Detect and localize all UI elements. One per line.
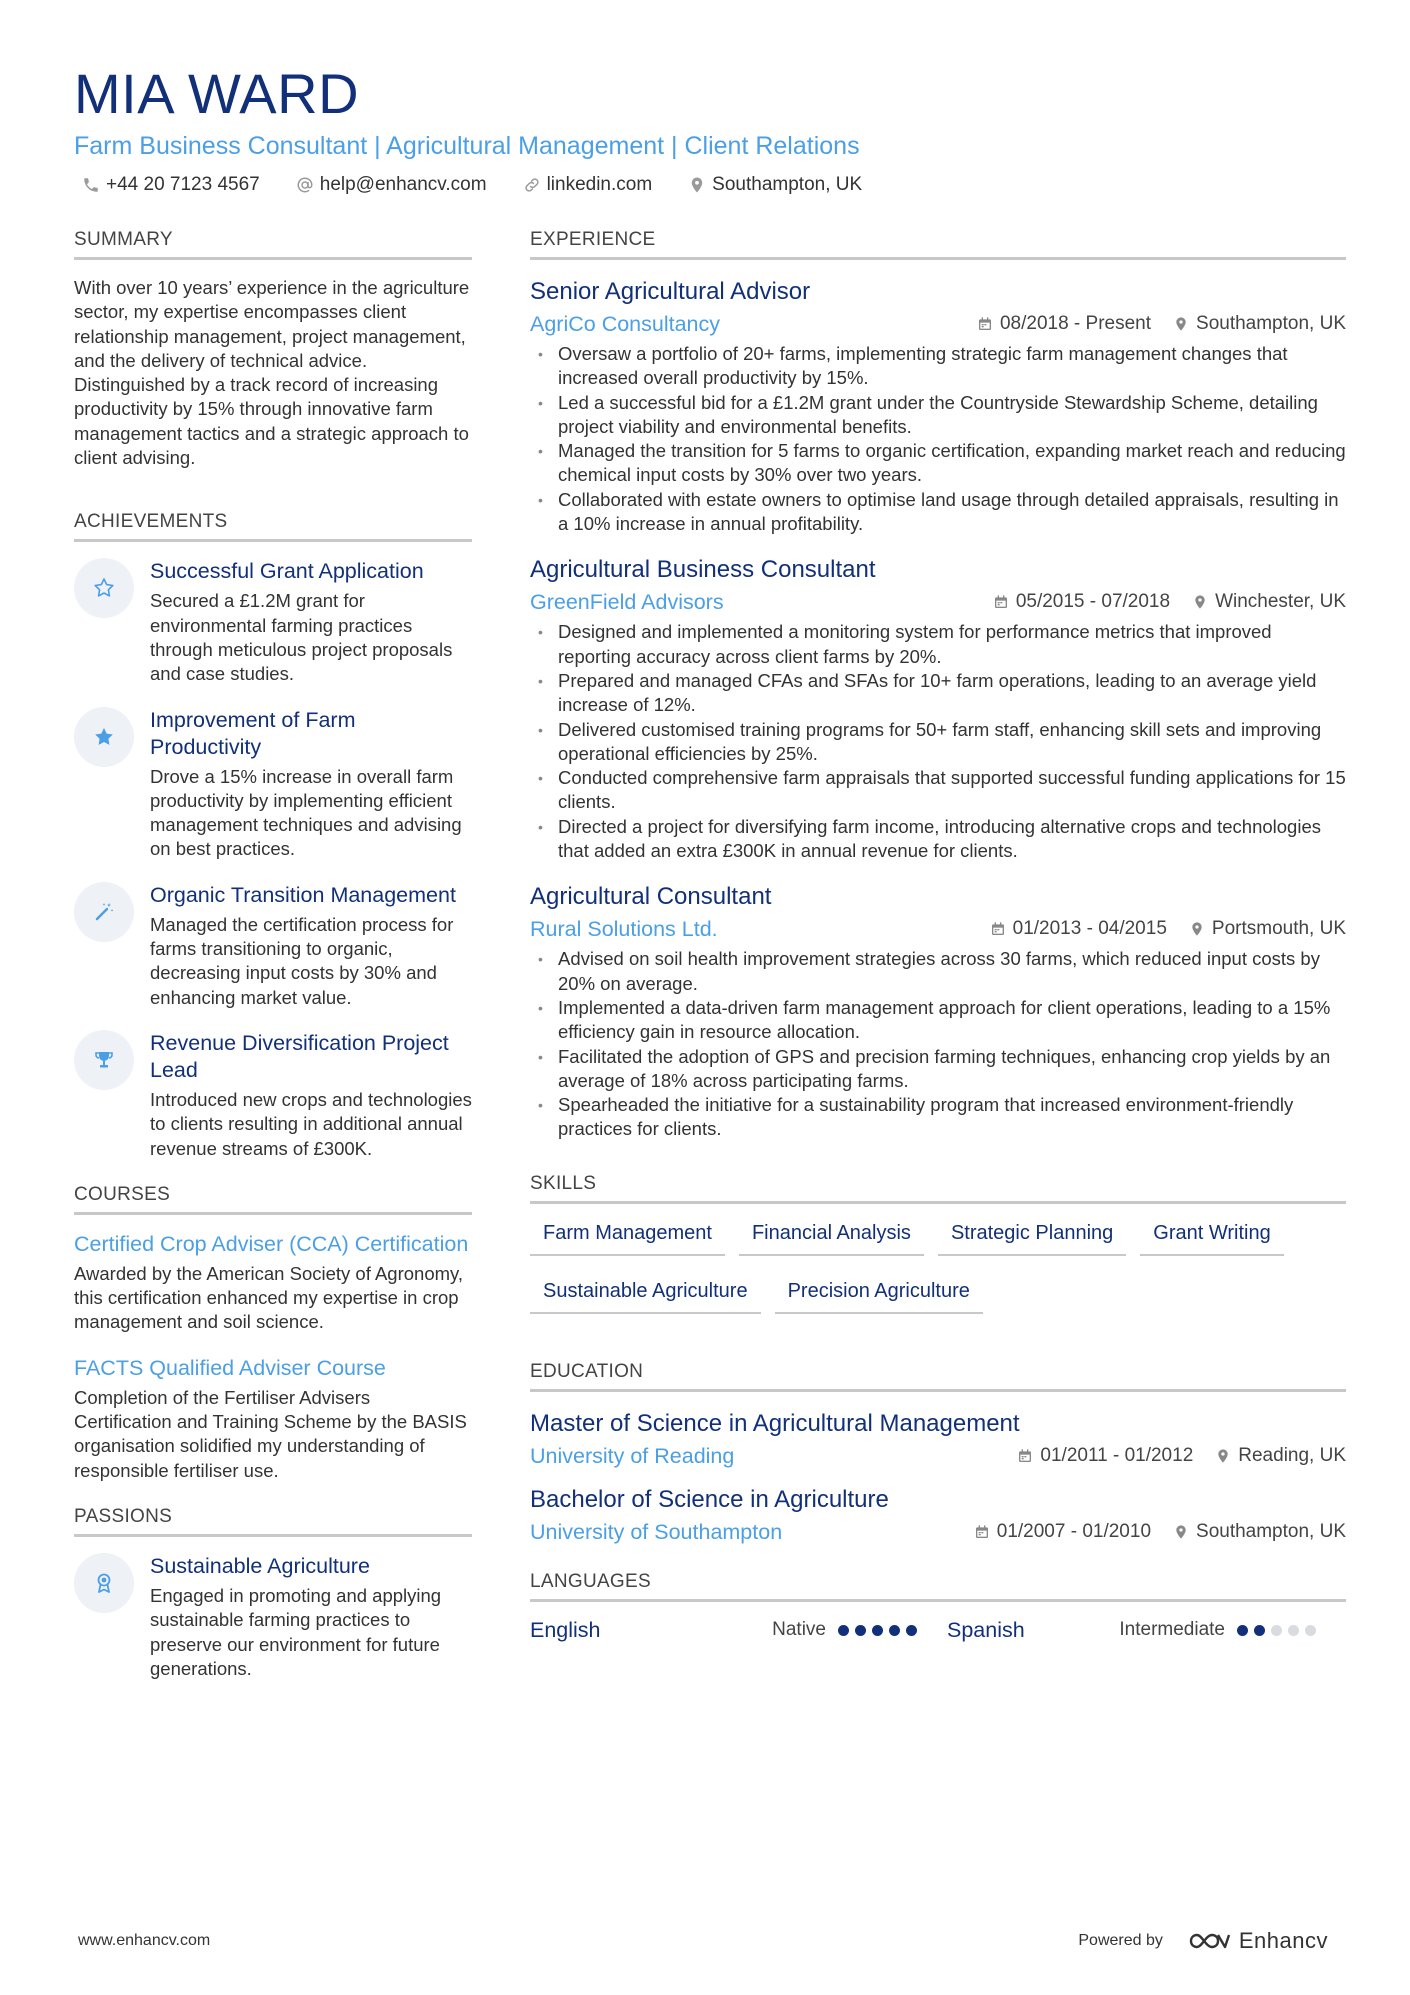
bullet-item: • Delivered customised training programs for 50+ farm staff, enhancing skill sets and improving operational efficiencies by 25%.	[530, 718, 1346, 767]
bullet-item: • Advised on soil health improvement strategies across 30 farms, which reduced input costs by 20% on average.	[530, 947, 1346, 996]
at-icon	[296, 176, 314, 194]
calendar-icon	[977, 316, 993, 332]
calendar-icon	[1017, 1448, 1033, 1464]
section-title-summary: SUMMARY	[74, 228, 472, 260]
star-outline-icon	[74, 558, 134, 618]
trophy-icon	[74, 1030, 134, 1090]
rating-dot-filled	[838, 1625, 849, 1636]
passions-section	[74, 1505, 472, 1681]
language-rating	[1237, 1625, 1322, 1636]
section-title-skills: SKILLS	[530, 1172, 1346, 1204]
education-entry	[530, 1484, 1346, 1546]
job-entry	[530, 554, 1346, 863]
calendar-icon	[993, 594, 1009, 610]
phone-text: +44 20 7123 4567	[106, 174, 260, 195]
bullet-item: • Collaborated with estate owners to optimise land usage through detailed appraisals, resulting in a 10% increase in annual profitability.	[530, 488, 1346, 537]
contact-linkedin[interactable]	[515, 174, 653, 196]
education-dates: 01/2007 - 01/2010	[996, 1520, 1152, 1542]
achievement-item	[74, 558, 472, 686]
passion-title: Sustainable Agriculture	[150, 1553, 370, 1578]
location-pin-icon	[1173, 1524, 1189, 1540]
skills-section	[530, 1172, 1346, 1336]
rating-dot-empty	[1305, 1625, 1316, 1636]
contact-bar	[74, 174, 1344, 196]
skill-tag: Strategic Planning	[938, 1220, 1126, 1256]
job-bullets	[530, 342, 1346, 536]
bullet-item: • Spearheaded the initiative for a sustainability program that increased environment-friendly practices for clients.	[530, 1093, 1346, 1142]
achievement-text: Drove a 15% increase in overall farm productivity by implementing efficient management techniques and advising on best practices.	[150, 765, 462, 860]
language-name: English	[530, 1617, 601, 1642]
bullet-item: • Directed a project for diversifying farm income, introducing alternative crops and technologies that added an extra £300K in annual revenue for clients.	[530, 815, 1346, 864]
section-title-experience: EXPERIENCE	[530, 228, 1346, 260]
achievement-item	[74, 1030, 472, 1161]
job-entry	[530, 881, 1346, 1141]
course-text: Awarded by the American Society of Agronomy, this certification enhanced my expertise in crop management and soil science.	[74, 1262, 464, 1333]
job-title: Agricultural Business Consultant	[530, 556, 876, 584]
brand-name: Enhancv	[1238, 1928, 1328, 1953]
magic-wand-icon	[74, 882, 134, 942]
summary-section	[74, 228, 472, 470]
section-title-achievements: ACHIEVEMENTS	[74, 510, 472, 542]
skill-tag: Farm Management	[530, 1220, 725, 1256]
language-level: Native	[772, 1619, 826, 1641]
bullet-item: • Facilitated the adoption of GPS and precision farming techniques, enhancing crop yields by an average of 18% across participating farms.	[530, 1045, 1346, 1094]
job-location: Portsmouth, UK	[1211, 918, 1346, 940]
bullet-item: • Managed the transition for 5 farms to organic certification, expanding market reach and reducing chemical input costs by 30% over two years.	[530, 439, 1346, 488]
footer-website[interactable]: www.enhancv.com	[78, 1932, 211, 1949]
section-title-languages: LANGUAGES	[530, 1570, 1346, 1602]
bullet-item: • Conducted comprehensive farm appraisals that supported successful funding applications for 15 clients.	[530, 766, 1346, 815]
language-item	[530, 1618, 929, 1643]
languages-section	[530, 1570, 1346, 1643]
section-title-courses: COURSES	[74, 1183, 472, 1215]
job-dates: 05/2015 - 07/2018	[1015, 591, 1171, 613]
location-pin-icon	[1173, 316, 1189, 332]
experience-section	[530, 228, 1346, 1142]
bullet-item: • Led a successful bid for a £1.2M grant under the Countryside Stewardship Scheme, detailing project viability and environmental benefits.	[530, 391, 1346, 440]
education-dates: 01/2011 - 01/2012	[1040, 1444, 1194, 1466]
header	[74, 62, 1344, 196]
skill-tag: Grant Writing	[1140, 1220, 1283, 1256]
course-item	[74, 1355, 472, 1483]
achievement-item	[74, 707, 472, 862]
achievement-item	[74, 882, 472, 1010]
contact-location	[680, 174, 862, 196]
phone-icon	[82, 176, 100, 194]
rating-dot-empty	[1271, 1625, 1282, 1636]
rating-dot-filled	[855, 1625, 866, 1636]
right-column	[530, 228, 1346, 1643]
courses-section	[74, 1183, 472, 1483]
achievement-text: Managed the certification process for farms transitioning to organic, decreasing input costs by 30% and enhancing market value.	[150, 913, 454, 1008]
school-name: University of Reading	[530, 1443, 735, 1468]
rating-dot-filled	[906, 1625, 917, 1636]
link-icon	[523, 176, 541, 194]
rating-dot-empty	[1288, 1625, 1299, 1636]
summary-text: With over 10 years’ experience in the agriculture sector, my expertise encompasses client relationship management, project management, and the delivery of technical advice. Distinguished by a track record of increasing productivity by 15% through innovative farm management tactics and a strategic approach to client advising.	[74, 277, 470, 469]
section-title-passions: PASSIONS	[74, 1505, 472, 1537]
skill-tag: Sustainable Agriculture	[530, 1278, 761, 1314]
education-section	[530, 1360, 1346, 1546]
achievement-text: Secured a £1.2M grant for environmental farming practices through meticulous project proposals and case studies.	[150, 590, 453, 685]
education-location: Southampton, UK	[1196, 1520, 1346, 1542]
achievement-title: Improvement of Farm Productivity	[150, 707, 356, 759]
degree-title: Bachelor of Science in Agriculture	[530, 1485, 889, 1513]
bullet-item: • Designed and implemented a monitoring system for performance metrics that improved reporting accuracy across client farms by 20%.	[530, 620, 1346, 669]
rating-dot-filled	[872, 1625, 883, 1636]
achievement-text: Introduced new crops and technologies to clients resulting in additional annual revenue streams of £300K.	[150, 1088, 472, 1159]
award-icon	[74, 1553, 134, 1613]
company-name: Rural Solutions Ltd.	[530, 917, 718, 942]
bullet-item: • Prepared and managed CFAs and SFAs for 10+ farm operations, leading to an average yield increase of 12%.	[530, 669, 1346, 718]
job-bullets	[530, 620, 1346, 863]
company-name: GreenField Advisors	[530, 590, 724, 615]
job-dates: 08/2018 - Present	[999, 313, 1152, 334]
contact-phone[interactable]	[74, 174, 260, 196]
skill-tag: Financial Analysis	[739, 1220, 924, 1256]
school-name: University of Southampton	[530, 1519, 783, 1544]
contact-email[interactable]	[288, 174, 487, 196]
rating-dot-filled	[1254, 1625, 1265, 1636]
powered-by	[1078, 1928, 1328, 1954]
job-dates: 01/2013 - 04/2015	[1012, 918, 1167, 940]
company-name: AgriCo Consultancy	[530, 312, 721, 336]
rating-dot-filled	[889, 1625, 900, 1636]
footer	[78, 1928, 1328, 1954]
job-title: Senior Agricultural Advisor	[530, 278, 811, 305]
course-text: Completion of the Fertiliser Advisers Certification and Training Scheme by the BASIS organisation solidified my understanding of responsible fertiliser use.	[74, 1386, 467, 1481]
course-title: Certified Crop Adviser (CCA) Certification	[74, 1231, 469, 1256]
bullet-item: • Implemented a data-driven farm management approach for client operations, leading to a 15% efficiency gain in resource allocation.	[530, 996, 1346, 1045]
language-level: Intermediate	[1119, 1619, 1225, 1641]
bullet-item: • Oversaw a portfolio of 20+ farms, implementing strategic farm management changes that increased overall productivity by 15%.	[530, 342, 1346, 391]
enhancv-logo-icon	[1185, 1929, 1231, 1953]
job-bullets	[530, 947, 1346, 1141]
skill-tag: Precision Agriculture	[775, 1278, 983, 1314]
section-title-education: EDUCATION	[530, 1360, 1346, 1392]
location-pin-icon	[1215, 1448, 1231, 1464]
skills-list	[530, 1220, 1346, 1336]
achievement-title: Revenue Diversification Project Lead	[150, 1030, 449, 1082]
linkedin-text: linkedin.com	[546, 174, 653, 195]
achievements-section	[74, 510, 472, 1160]
star-icon	[74, 707, 134, 767]
candidate-name: MIA WARD	[74, 62, 360, 125]
course-item	[74, 1231, 472, 1335]
left-column	[74, 228, 472, 1701]
course-title: FACTS Qualified Adviser Course	[74, 1355, 386, 1380]
rating-dot-filled	[1237, 1625, 1248, 1636]
location-pin-icon	[688, 176, 706, 194]
job-location: Southampton, UK	[1196, 313, 1346, 334]
achievement-title: Successful Grant Application	[150, 559, 424, 584]
language-name: Spanish	[947, 1617, 1025, 1642]
education-entry	[530, 1408, 1346, 1470]
calendar-icon	[974, 1524, 990, 1540]
passion-item	[74, 1553, 472, 1681]
language-item	[947, 1618, 1346, 1643]
passion-text: Engaged in promoting and applying sustainable farming practices to preserve our environment for future generations.	[150, 1584, 442, 1679]
tagline: Farm Business Consultant | Agricultural Management | Client Relations	[74, 132, 860, 160]
language-rating	[838, 1625, 923, 1636]
job-title: Agricultural Consultant	[530, 883, 772, 911]
email-text: help@enhancv.com	[319, 174, 487, 195]
education-location: Reading, UK	[1238, 1444, 1346, 1466]
job-entry	[530, 276, 1346, 536]
calendar-icon	[990, 921, 1006, 937]
degree-title: Master of Science in Agricultural Management	[530, 1409, 1020, 1437]
powered-by-label: Powered by	[1078, 1932, 1163, 1949]
job-location: Winchester, UK	[1215, 591, 1346, 613]
brand-logo[interactable]	[1185, 1928, 1328, 1954]
location-pin-icon	[1189, 921, 1205, 937]
location-text: Southampton, UK	[712, 174, 863, 195]
location-pin-icon	[1192, 594, 1208, 610]
achievement-title: Organic Transition Management	[150, 882, 456, 907]
